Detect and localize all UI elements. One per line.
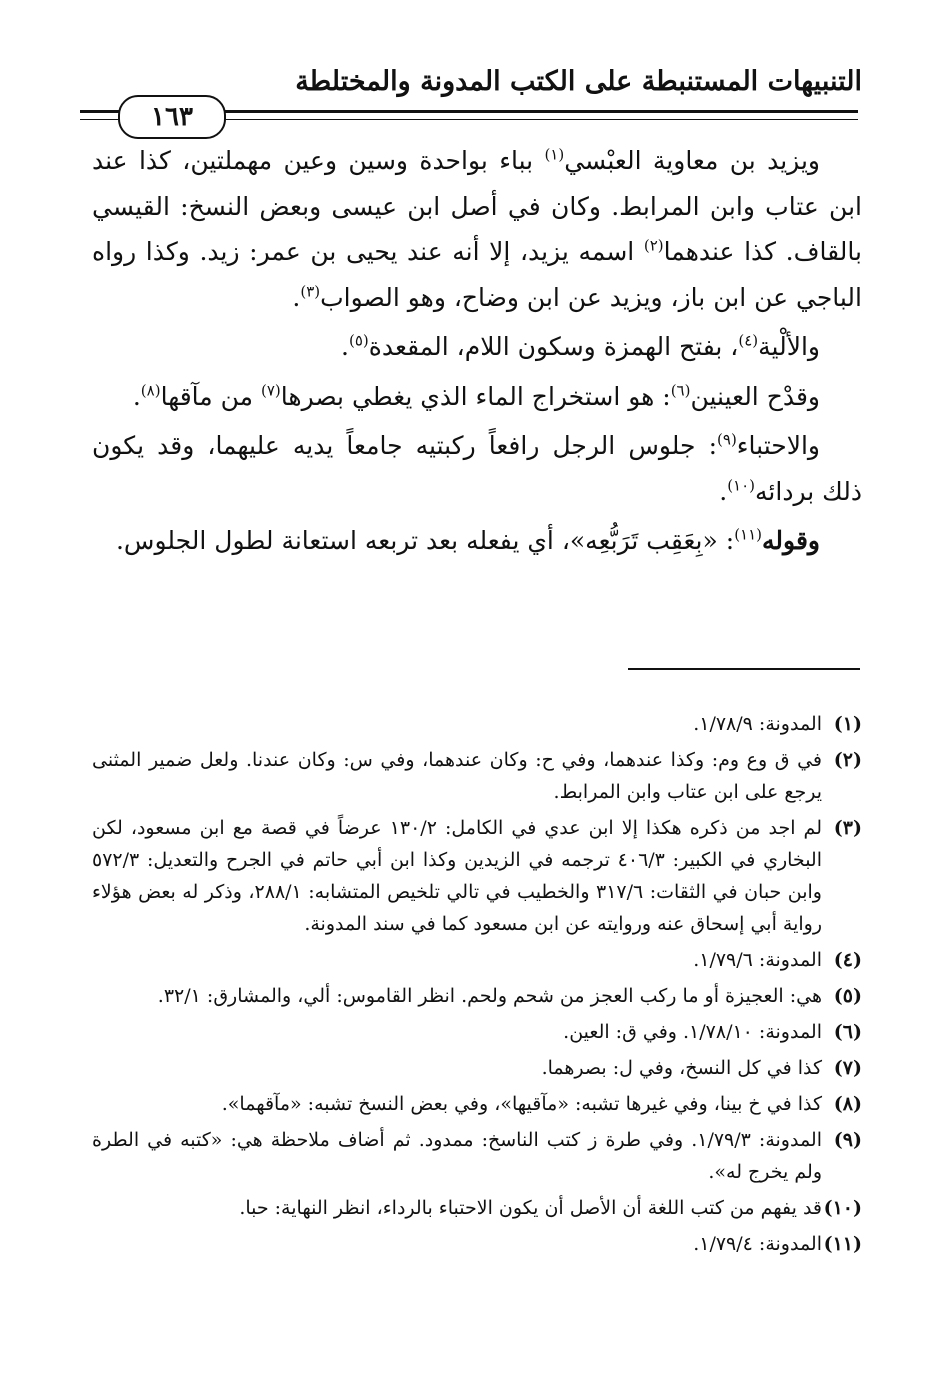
paragraph-text: : جلوس الرجل رافعاً ركبتيه جامعاً يديه عليهما، وقد يكون ذلك بردائه bbox=[92, 431, 862, 506]
paragraph-lead: والألْية bbox=[758, 332, 820, 361]
paragraph-lead: وقدْح العينين bbox=[690, 381, 820, 411]
footnote-10 bbox=[92, 1192, 862, 1224]
footnote-ref: (٣) bbox=[300, 282, 321, 301]
footnote-text: المدونة: ١/٧٩/٣. وفي طرة ز كتب الناسخ: ممدود. ثم أضاف ملاحظة هي: «كتبه في الطرة ولم يخرج له». bbox=[92, 1129, 822, 1183]
footnote-number: (٣) bbox=[833, 817, 862, 839]
footnote-11 bbox=[92, 1228, 862, 1260]
paragraph-lead: ويزيد بن معاوية العبْسي bbox=[564, 146, 821, 175]
footnote-number: (٧) bbox=[833, 1057, 862, 1079]
footnote-6 bbox=[92, 1016, 862, 1048]
paragraph-text: : هو استخراج الماء الذي يغطي بصرها bbox=[280, 381, 671, 411]
footnote-ref: (٥) bbox=[349, 331, 369, 350]
footnote-ref: (٩) bbox=[717, 430, 737, 449]
paragraph-text: ، بفتح الهمزة وسكون اللام، المقعدة bbox=[368, 332, 739, 361]
footnote-number: (١١) bbox=[823, 1233, 862, 1255]
footnote-number: (١) bbox=[833, 713, 862, 735]
footnote-ref: (٢) bbox=[643, 236, 664, 255]
paragraph-text: . bbox=[341, 332, 349, 361]
paragraph-1 bbox=[92, 138, 862, 320]
footnote-4 bbox=[92, 944, 862, 976]
page-number-badge: ١٦٣ bbox=[118, 95, 226, 139]
footnote-3 bbox=[92, 812, 862, 940]
footnote-text: كذا في كل النسخ، وفي ل: بصرهما. bbox=[541, 1057, 822, 1079]
running-header-title: التنبيهات المستنبطة على الكتب المدونة والمختلطة bbox=[295, 66, 862, 97]
footnote-number: (٩) bbox=[833, 1129, 862, 1151]
footnote-text: هي: العجيزة أو ما ركب العجز من شحم ولحم. انظر القاموس: ألي، والمشارق: ٣٢/١. bbox=[157, 985, 822, 1007]
footnote-text: في ق وع وم: وكذا عندهما، وفي ح: وكان عندهما، وفي س: وكان عندنا. ولعل ضمير المثنى يرجع على ابن عتاب وابن المرابط. bbox=[92, 749, 822, 803]
paragraph-text: : «بِعَقِب تَرَبُّعِه»، أي يفعله بعد تربعه استعانة لطول الجلوس. bbox=[115, 526, 735, 555]
paragraph-4 bbox=[92, 423, 862, 514]
footnote-number: (٦) bbox=[833, 1021, 862, 1043]
footnote-8 bbox=[92, 1088, 862, 1120]
paragraph-3 bbox=[92, 374, 862, 420]
footnote-ref: (٤) bbox=[738, 331, 759, 350]
footnote-ref: (٦) bbox=[670, 381, 691, 400]
footnote-text: المدونة: ١/٧٨/٩. bbox=[693, 713, 822, 735]
footnote-number: (٢) bbox=[833, 749, 862, 771]
footnotes bbox=[92, 708, 862, 1264]
footnote-text: المدونة: ١/٧٨/١٠. وفي ق: العين. bbox=[563, 1021, 822, 1043]
paragraph-text: من مآقها bbox=[160, 381, 261, 411]
main-text bbox=[92, 138, 862, 564]
paragraph-text: . bbox=[132, 381, 141, 411]
footnote-2 bbox=[92, 744, 862, 808]
footnote-ref: (٧) bbox=[261, 381, 281, 400]
footnote-text: كذا في خ بينا، وفي غيرها تشبه: «مآقيها»، وفي بعض النسخ تشبه: «مآقهما». bbox=[221, 1093, 822, 1115]
footnote-number: (٨) bbox=[833, 1093, 862, 1115]
footnote-ref: (١٠) bbox=[727, 476, 756, 495]
footnote-text: المدونة: ١/٧٩/٦. bbox=[693, 949, 822, 971]
paragraph-lead: وقوله bbox=[762, 526, 820, 555]
paragraph-text: بباء بواحدة وسين وعين مهملتين، كذا عند ابن عتاب وابن المرابط. وكان في أصل ابن عيسى وبعض النسخ: القيسي بالقاف. كذا عندهما bbox=[92, 146, 862, 266]
footnote-ref: (١١) bbox=[734, 525, 763, 544]
footnote-separator bbox=[628, 668, 860, 670]
footnote-ref: (١) bbox=[544, 145, 565, 164]
paragraph-2 bbox=[92, 324, 862, 370]
footnote-number: (١٠) bbox=[823, 1197, 862, 1219]
footnote-7 bbox=[92, 1052, 862, 1084]
paragraph-text: اسمه يزيد، إلا أنه عند يحيى بن عمر: زيد. وكذا رواه الباجي عن ابن باز، ويزيد عن ابن وضاح، وهو الصواب bbox=[92, 237, 862, 312]
footnote-text: قد يفهم من كتب اللغة أن الأصل أن يكون الاحتباء بالرداء، انظر النهاية: حبا. bbox=[239, 1197, 822, 1219]
footnote-5 bbox=[92, 980, 862, 1012]
paragraph-text: . bbox=[292, 282, 301, 312]
footnote-text: المدونة: ١/٧٩/٤. bbox=[693, 1233, 822, 1255]
footnote-9 bbox=[92, 1124, 862, 1188]
paragraph-5 bbox=[92, 518, 862, 564]
paragraph-text: . bbox=[719, 476, 728, 506]
footnote-number: (٥) bbox=[833, 985, 862, 1007]
footnote-number: (٤) bbox=[833, 949, 862, 971]
footnote-ref: (٨) bbox=[140, 381, 161, 400]
footnote-1 bbox=[92, 708, 862, 740]
paragraph-lead: والاحتباء bbox=[736, 431, 820, 460]
footnote-text: لم اجد من ذكره هكذا إلا ابن عدي في الكامل: ١٣٠/٢ عرضاً في قصة مع ابن مسعود، لكن البخاري في الكبير: ٤٠٦/٣ ترجمه في الزيدين وكذا ابن أبي حاتم في الجرح والتعديل: ٥٧٢/٣ وابن حبان في الثقات: ٣١٧/٦ والخطيب في تالي تلخيص المتشابه: ٢٨٨/١، وذكر له بعض هؤلاء رواية أبي إسحاق عنه وروايته عن ابن مسعود كما في سند المدونة. bbox=[92, 817, 822, 935]
